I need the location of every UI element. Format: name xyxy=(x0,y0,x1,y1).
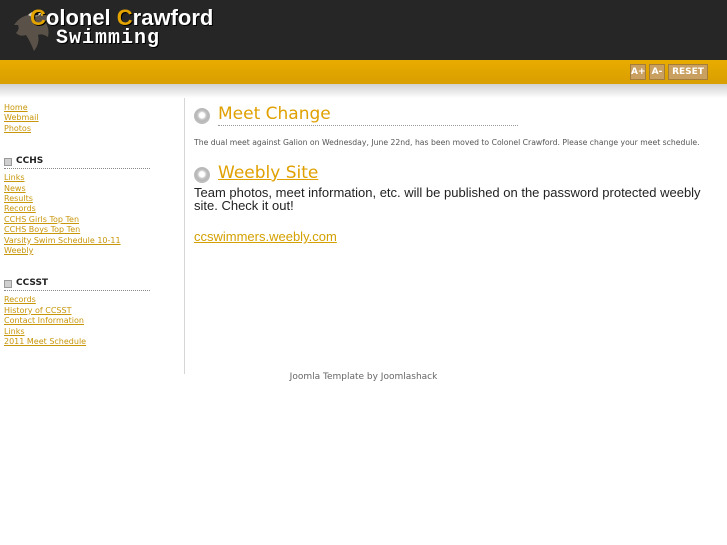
site-logo[interactable] xyxy=(8,3,248,55)
toolbar-shadow xyxy=(0,84,727,98)
footer-credit: Joomla Template by Joomlashack xyxy=(289,372,438,382)
sidebar-link-varsity-schedule[interactable]: Varsity Swim Schedule 10-11 xyxy=(4,235,121,245)
weebly-link[interactable]: ccswimmers.weebly.com xyxy=(194,229,337,244)
sidebar-heading-ccsst xyxy=(4,277,150,291)
sidebar-link-boys-top-ten[interactable]: CCHS Boys Top Ten xyxy=(4,225,81,235)
article-body: Team photos, meet information, etc. will be published on the password protected weebly site. Check it out! xyxy=(194,185,701,213)
square-bullet-icon xyxy=(4,158,12,166)
article-title-weebly-site[interactable] xyxy=(194,162,714,184)
font-size-toolbar xyxy=(0,60,727,84)
sidebar-heading-cchs xyxy=(4,155,150,169)
article-body: The dual meet against Galion on Wednesday, June 22nd, has been moved to Colonel Crawford. Please change your meet schedule. xyxy=(194,138,700,147)
sidebar-link-weebly[interactable]: Weebly xyxy=(4,246,34,256)
sidebar-link-webmail[interactable]: Webmail xyxy=(4,113,39,123)
font-decrease-button[interactable]: A- xyxy=(649,64,665,80)
font-increase-button[interactable]: A+ xyxy=(630,64,646,80)
sidebar-heading-label: CCHS xyxy=(16,156,44,167)
sidebar-link-links[interactable]: Links xyxy=(4,173,25,183)
sidebar-link-news[interactable]: News xyxy=(4,183,26,193)
site-header xyxy=(0,0,727,60)
logo-subtitle: Swimming xyxy=(56,27,161,50)
font-reset-button[interactable]: RESET xyxy=(668,64,708,80)
column-divider xyxy=(184,98,185,374)
article-title-link[interactable]: Weebly Site xyxy=(218,163,319,183)
sidebar-link-contact[interactable]: Contact Information xyxy=(4,316,84,326)
sidebar-link-history[interactable]: History of CCSST xyxy=(4,305,72,315)
round-bullet-icon xyxy=(194,108,210,124)
sidebar-heading-label: CCSST xyxy=(16,278,49,289)
article-title-text: Meet Change xyxy=(218,103,518,126)
sidebar-link-ccsst-links[interactable]: Links xyxy=(4,326,25,336)
spacer xyxy=(4,134,154,155)
sidebar-link-home[interactable]: Home xyxy=(4,103,28,112)
article-title-meet-change xyxy=(194,103,714,125)
sidebar-link-results[interactable]: Results xyxy=(4,194,33,204)
spacer xyxy=(4,256,154,277)
sidebar xyxy=(4,103,154,348)
square-bullet-icon xyxy=(4,280,12,288)
sidebar-link-girls-top-ten[interactable]: CCHS Girls Top Ten xyxy=(4,214,80,224)
sidebar-link-photos[interactable]: Photos xyxy=(4,123,31,133)
main-content xyxy=(194,103,714,245)
sidebar-link-ccsst-records[interactable]: Records xyxy=(4,295,36,305)
round-bullet-icon xyxy=(194,167,210,183)
sidebar-link-meet-schedule[interactable]: 2011 Meet Schedule xyxy=(4,337,87,347)
sidebar-link-records[interactable]: Records xyxy=(4,204,36,214)
logo-title: Colonel Crawford xyxy=(30,5,214,30)
